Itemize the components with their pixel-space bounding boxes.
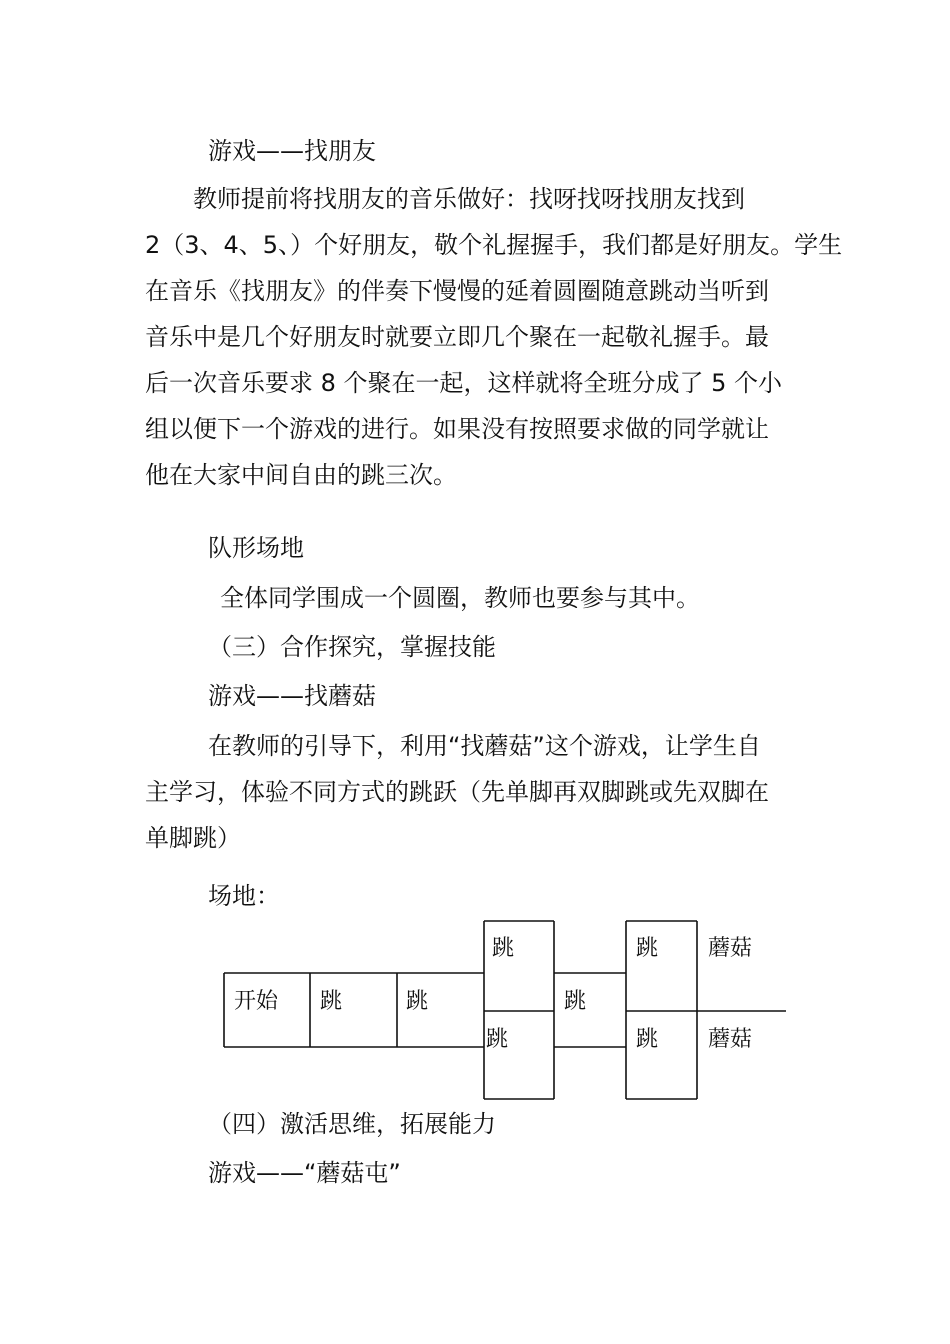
game-title-find-mushrooms: 游戏——找蘑菇 — [208, 682, 376, 710]
formation-label: 队形场地 — [208, 534, 304, 562]
text-line: 2（3、4、5、）个好朋友，敬个礼握握手，我们都是好朋友。学生 — [145, 231, 843, 259]
cell-jump-label: 跳 — [492, 936, 515, 961]
text-line: 单脚跳） — [145, 824, 241, 852]
text-line: 他在大家中间自由的跳三次。 — [145, 461, 457, 489]
cell-mushroom-label: 蘑菇 — [708, 936, 753, 961]
cell-jump-label: 跳 — [320, 989, 343, 1014]
section-heading-four: （四）激活思维，拓展能力 — [208, 1110, 496, 1138]
cell-mushroom-label: 蘑菇 — [708, 1027, 753, 1052]
text-line: 主学习，体验不同方式的跳跃（先单脚再双脚跳或先双脚在 — [145, 778, 769, 806]
text-line: 在教师的引导下，利用“找蘑菇”这个游戏，让学生自 — [208, 732, 761, 760]
text-line: 音乐中是几个好朋友时就要立即几个聚在一起敬礼握手。最 — [145, 323, 769, 351]
cell-jump-label: 跳 — [486, 1027, 509, 1052]
cell-jump-label: 跳 — [636, 1027, 659, 1052]
game-title-find-friends: 游戏——找朋友 — [208, 137, 376, 165]
cell-jump-label: 跳 — [406, 989, 429, 1014]
text-line: 教师提前将找朋友的音乐做好：找呀找呀找朋友找到 — [193, 185, 745, 213]
game-title-mushroom-village: 游戏——“蘑菇屯” — [208, 1159, 401, 1187]
cell-jump-label: 跳 — [564, 989, 587, 1014]
section-heading-three: （三）合作探究，掌握技能 — [208, 633, 496, 661]
text-line: 后一次音乐要求 8 个聚在一起，这样就将全班分成了 5 个小 — [145, 369, 783, 397]
cell-jump-label: 跳 — [636, 936, 659, 961]
paragraph-find-friends — [145, 176, 843, 498]
text-line: 在音乐《找朋友》的伴奏下慢慢的延着圆圈随意跳动当听到 — [145, 277, 769, 305]
paragraph-find-mushrooms — [145, 723, 805, 861]
venue-label: 场地： — [208, 882, 280, 910]
cell-start-label: 开始 — [234, 989, 279, 1014]
field-diagram — [220, 918, 790, 1103]
text-line: 组以便下一个游戏的进行。如果没有按照要求做的同学就让 — [145, 415, 769, 443]
formation-text: 全体同学围成一个圆圈，教师也要参与其中。 — [220, 584, 700, 612]
